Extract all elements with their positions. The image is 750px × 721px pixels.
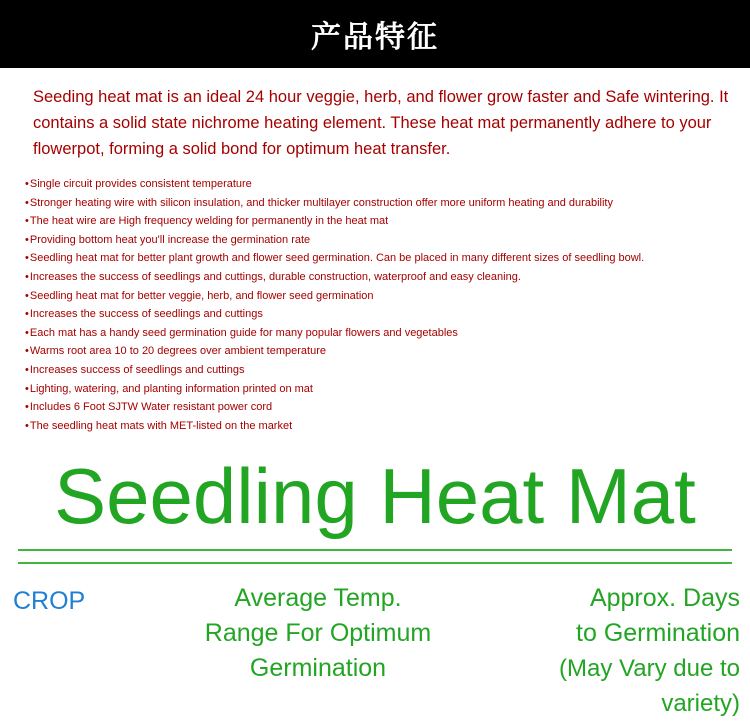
feature-item: • The seedling heat mats with MET-listed on the market (25, 417, 740, 436)
feature-item: • Stronger heating wire with silicon insulation, and thicker multilayer construction offer more uniform heating and durability (25, 194, 740, 213)
feature-list (25, 175, 740, 435)
column-header-days (478, 581, 740, 721)
feature-item: • Increases success of seedlings and cuttings (25, 361, 740, 380)
divider (18, 562, 732, 564)
feature-item: • Single circuit provides consistent temperature (25, 175, 740, 194)
days-note: (May Vary due to variety) (559, 655, 740, 717)
temp-label-line: Average Temp. (234, 584, 402, 612)
days-label-line: to Germination (576, 619, 740, 647)
feature-item: • Seedling heat mat for better plant growth and flower seed germination. Can be placed in many different sizes of seedling bowl. (25, 249, 740, 268)
feature-item: • Increases the success of seedlings and cuttings, durable construction, waterproof and easy cleaning. (25, 268, 740, 287)
feature-item: • Lighting, watering, and planting information printed on mat (25, 380, 740, 399)
days-label-line: Approx. Days (589, 584, 740, 612)
page-title: Seedling Heat Mat (54, 452, 696, 540)
divider (18, 549, 732, 551)
feature-item: • Seedling heat mat for better veggie, herb, and flower seed germination (25, 287, 740, 306)
feature-item: • The heat wire are High frequency welding for permanently in the heat mat (25, 212, 740, 231)
feature-item: • Increases the success of seedlings and cuttings (25, 305, 740, 324)
section-header-title: 产品特征 (311, 20, 439, 55)
crop-label: CROP (13, 587, 86, 615)
feature-item: • Providing bottom heat you'll increase the germination rate (25, 231, 740, 250)
temp-label-line: Germination (249, 654, 387, 682)
intro-paragraph: Seeding heat mat is an ideal 24 hour veggie, herb, and flower grow faster and Safe wintering. It contains a solid state nichrome heating element. These heat mat permanently adhere to your flowerpot, forming a solid bond for optimum heat transfer. (33, 88, 729, 158)
column-header-crop (13, 584, 85, 619)
column-header-temp (180, 581, 456, 686)
section-header (0, 0, 750, 68)
temp-label-line: Range For Optimum (204, 619, 432, 647)
feature-item: • Includes 6 Foot SJTW Water resistant power cord (25, 398, 740, 417)
feature-item: • Each mat has a handy seed germination guide for many popular flowers and vegetables (25, 324, 740, 343)
feature-item: • Warms root area 10 to 20 degrees over ambient temperature (25, 342, 740, 361)
